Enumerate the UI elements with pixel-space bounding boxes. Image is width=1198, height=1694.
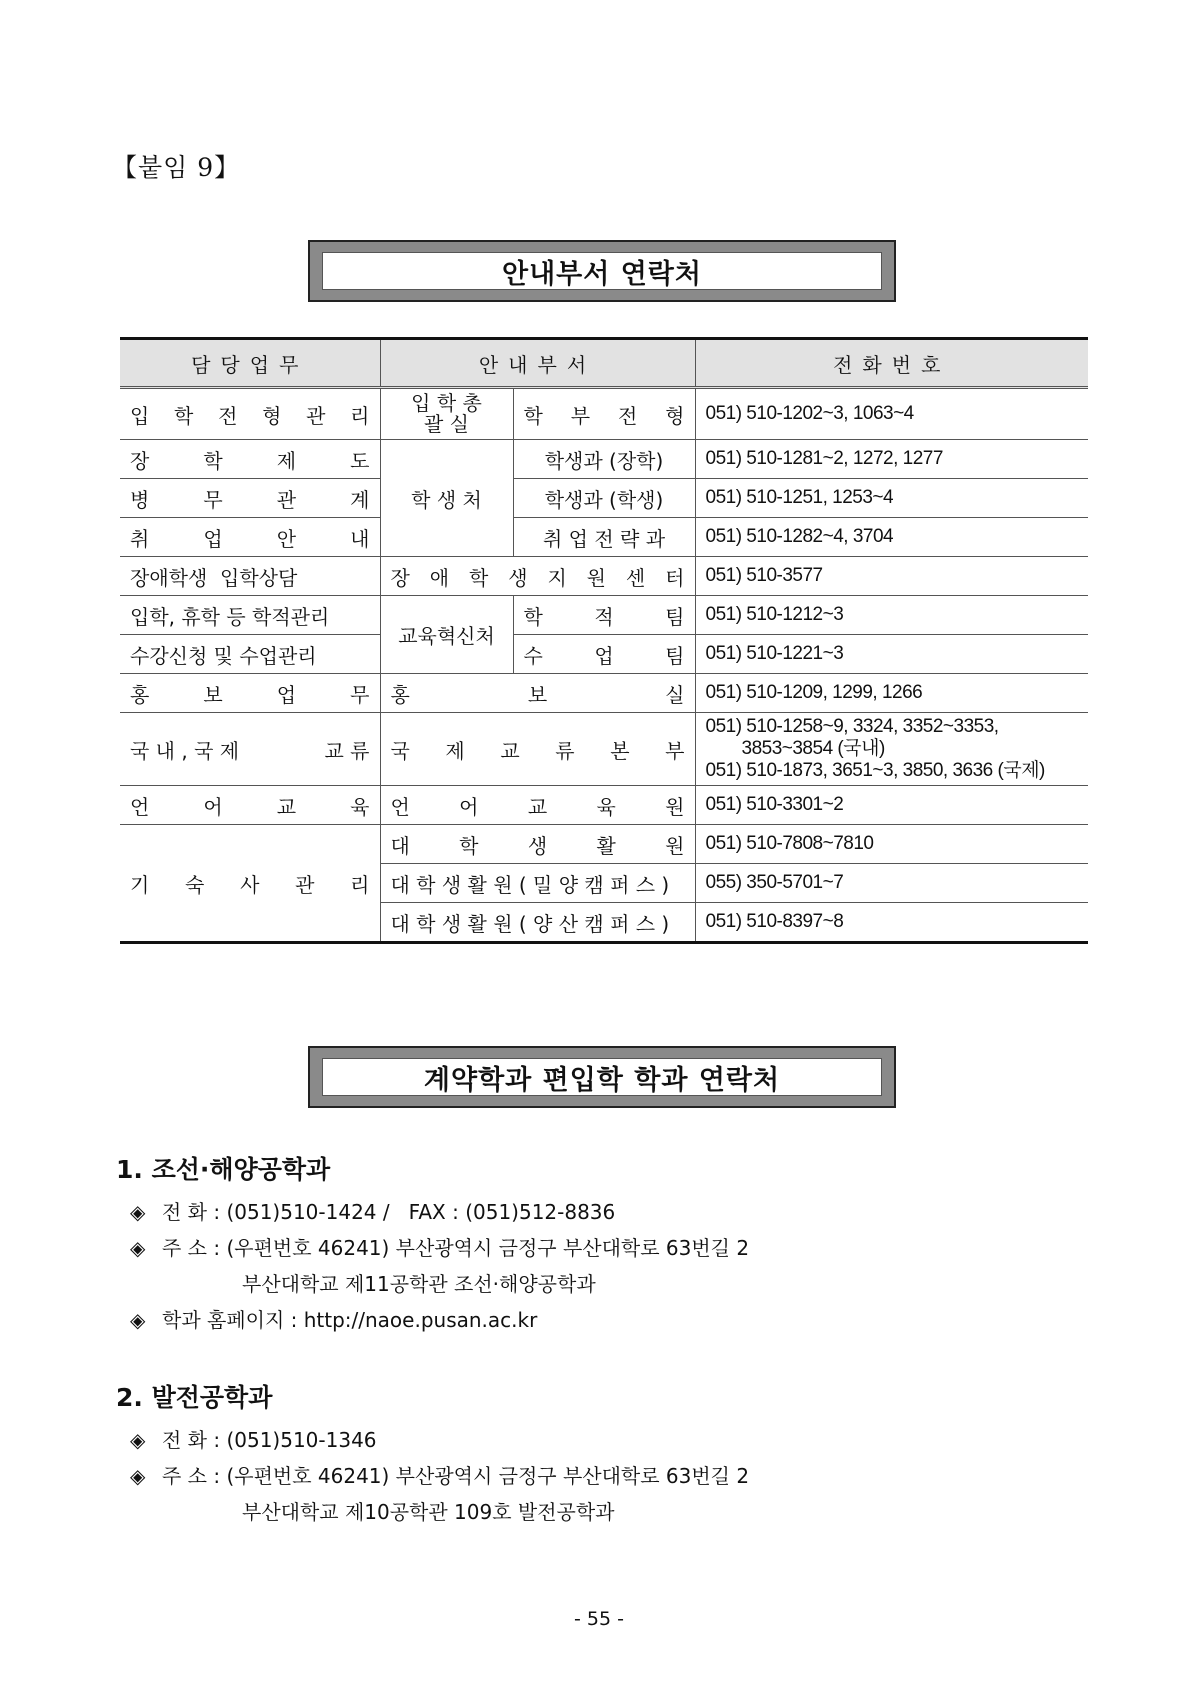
spread-char: 언: [390, 794, 410, 819]
dept-main-cell: 교육혁신처: [380, 596, 513, 674]
dept-main-cell: 학 생 처: [380, 440, 513, 557]
header-phone: 전화번호: [695, 339, 1088, 388]
spread-char: 본: [610, 738, 630, 763]
spread-char: 관: [306, 403, 326, 428]
phone-cell: 051) 510-3301~2: [695, 786, 1088, 825]
phone-line: 051) 510-1258~9, 3324, 3352~3353,: [705, 716, 999, 738]
dept-sub-cell: [513, 635, 695, 674]
spread-char: 학: [468, 565, 489, 590]
dept-cell: [380, 786, 695, 825]
duty-cell: [120, 786, 380, 825]
phone-line: 3853~3854 (국내): [741, 738, 885, 760]
spread-char: 학: [174, 403, 194, 428]
phone-cell: 051) 510-1282~4, 3704: [695, 518, 1088, 557]
table-row: [120, 440, 1088, 479]
spread-char: 생: [508, 565, 528, 590]
diamond-bullet-icon: ◈: [130, 1464, 146, 1488]
spread-char: 제: [445, 738, 465, 763]
spread-char: 육: [350, 794, 370, 819]
dept-cell: [380, 674, 695, 713]
spread-char: 원: [586, 565, 606, 590]
phone-cell: [695, 713, 1088, 786]
duty-cell: [120, 518, 380, 557]
duty-cell: 장애학생 입학상담: [120, 557, 380, 596]
diamond-bullet-icon: ◈: [130, 1308, 146, 1332]
spread-char: 업: [276, 682, 297, 707]
dept-cell: [380, 825, 695, 864]
dept-title: 1. 조선·해양공학과: [116, 1155, 331, 1184]
dept-title: 2. 발전공학과: [116, 1383, 273, 1412]
spread-char: 부: [570, 403, 591, 428]
dept-sub-cell: 학생과 (장학): [513, 440, 695, 479]
dept-contacts-title: 계약학과 편입학 학과 연락처: [322, 1058, 882, 1096]
spread-char: 류: [555, 738, 575, 763]
spread-char: 기: [130, 872, 150, 897]
dept-sub-cell: [513, 388, 695, 440]
table-row: [120, 674, 1088, 713]
dept-cell: [380, 557, 695, 596]
spread-char: 숙: [185, 872, 205, 897]
duty-cell: [120, 674, 380, 713]
spread-char: 안: [276, 526, 297, 551]
spread-char: 교: [527, 794, 548, 819]
spread-char: 지: [547, 565, 567, 590]
spread-char: 어: [203, 794, 223, 819]
spread-char: 교: [500, 738, 520, 763]
phone-cell: 051) 510-1251, 1253~4: [695, 479, 1088, 518]
dept-contacts-title-box: [308, 1046, 896, 1108]
spread-char: 업: [594, 643, 614, 668]
spread-char: 팀: [665, 604, 685, 629]
spread-char: 부: [665, 738, 685, 763]
spread-char: 병: [130, 487, 150, 512]
dept-sub-cell: 취 업 전 략 과: [513, 518, 695, 557]
spread-char: 생: [527, 833, 548, 858]
duty-cell: [120, 388, 380, 440]
dept-main-cell: 입 학 총 괄 실: [380, 388, 513, 440]
spread-char: 리: [350, 872, 370, 897]
spread-char: 국 내 , 국 제: [130, 738, 240, 763]
dept-sub-cell: [513, 596, 695, 635]
table-row: [120, 635, 1088, 674]
spread-char: 교: [276, 794, 297, 819]
spread-char: 언: [130, 794, 150, 819]
table-row: [120, 713, 1088, 786]
dept-sub-cell: 학생과 (학생): [513, 479, 695, 518]
phone-cell: 051) 510-8397~8: [695, 903, 1088, 943]
duty-cell: 입학, 휴학 등 학적관리: [120, 596, 380, 635]
attachment-label: 【붙임 9】: [112, 153, 241, 182]
spread-char: 활: [596, 833, 616, 858]
spread-char: 전: [617, 403, 638, 428]
address-line: ◈ 주 소 : (우편번호 46241) 부산광역시 금정구 부산대학로 63번길 2: [116, 1458, 749, 1494]
spread-char: 보: [527, 682, 548, 707]
spread-char: 장: [130, 448, 150, 473]
phone-cell: 051) 510-1281~2, 1272, 1277: [695, 440, 1088, 479]
spread-char: 터: [665, 565, 685, 590]
homepage-line: ◈ 학과 홈페이지 : http://naoe.pusan.ac.kr: [116, 1302, 749, 1338]
dept-cell: 대 학 생 활 원 ( 밀 양 캠 퍼 스 ): [380, 864, 695, 903]
spread-char: 무: [350, 682, 370, 707]
diamond-bullet-icon: ◈: [130, 1200, 146, 1224]
duty-cell: [120, 825, 380, 943]
spread-char: 보: [203, 682, 223, 707]
phone-cell: 051) 510-1221~3: [695, 635, 1088, 674]
contacts-title: 안내부서 연락처: [322, 252, 882, 290]
spread-char: 계: [350, 487, 370, 512]
spread-char: 센: [625, 565, 646, 590]
spread-char: 무: [203, 487, 223, 512]
contacts-table: [120, 337, 1088, 944]
spread-char: 장: [390, 565, 410, 590]
spread-char: 국: [390, 738, 410, 763]
phone-line: 051) 510-1873, 3651~3, 3850, 3636 (국제): [705, 759, 1045, 781]
spread-char: 어: [459, 794, 479, 819]
header-duty: 담당업무: [120, 339, 380, 388]
spread-char: 도: [350, 448, 370, 473]
duty-cell: [120, 440, 380, 479]
address-line: ◈ 주 소 : (우편번호 46241) 부산광역시 금정구 부산대학로 63번길 2: [116, 1230, 749, 1266]
spread-char: 내: [350, 526, 370, 551]
spread-char: 원: [665, 794, 685, 819]
spread-char: 형: [262, 403, 282, 428]
contacts-title-box: [308, 240, 896, 302]
phone-cell: 051) 510-1212~3: [695, 596, 1088, 635]
spread-char: 실: [665, 682, 685, 707]
spread-char: 학: [523, 604, 543, 629]
address-line-2: 부산대학교 제11공학관 조선·해양공학과: [242, 1272, 596, 1296]
table-row: [120, 388, 1088, 440]
spread-char: 업: [203, 526, 223, 551]
phone-line: ◈ 전 화 : (051)510-1424 / FAX : (051)512-8836: [116, 1194, 749, 1230]
table-row: [120, 557, 1088, 596]
spread-char: 수: [523, 643, 543, 668]
phone-line: ◈ 전 화 : (051)510-1346: [116, 1422, 749, 1458]
table-row: [120, 518, 1088, 557]
spread-char: 홍: [390, 682, 410, 707]
spread-char: 입: [130, 403, 150, 428]
spread-char: 학: [459, 833, 479, 858]
address-line-2: 부산대학교 제10공학관 109호 발전공학과: [242, 1500, 615, 1524]
spread-char: 교 류: [324, 738, 370, 763]
spread-char: 적: [594, 604, 614, 629]
spread-char: 팀: [665, 643, 685, 668]
spread-char: 애: [429, 565, 450, 590]
phone-cell: 051) 510-1209, 1299, 1266: [695, 674, 1088, 713]
duty-cell: [120, 479, 380, 518]
spread-char: 제: [276, 448, 297, 473]
diamond-bullet-icon: ◈: [130, 1428, 146, 1452]
table-row: [120, 786, 1088, 825]
phone-cell: 051) 510-7808~7810: [695, 825, 1088, 864]
spread-char: 취: [130, 526, 150, 551]
phone-cell: 051) 510-1202~3, 1063~4: [695, 388, 1088, 440]
dept-cell: 대 학 생 활 원 ( 양 산 캠 퍼 스 ): [380, 903, 695, 943]
spread-char: 리: [350, 403, 370, 428]
table-row: [120, 596, 1088, 635]
dept-section-naoe: [116, 1150, 749, 1338]
spread-char: 육: [596, 794, 616, 819]
page-number: - 55 -: [574, 1608, 624, 1630]
spread-char: 원: [665, 833, 685, 858]
diamond-bullet-icon: ◈: [130, 1236, 146, 1260]
spread-char: 전: [218, 403, 238, 428]
spread-char: 홍: [130, 682, 150, 707]
duty-cell: [120, 713, 380, 786]
table-row: [120, 479, 1088, 518]
dept-cell: [380, 713, 695, 786]
spread-char: 학: [203, 448, 223, 473]
spread-char: 대: [390, 833, 410, 858]
header-dept: 안내부서: [380, 339, 695, 388]
phone-cell: 055) 350-5701~7: [695, 864, 1088, 903]
spread-char: 형: [665, 403, 685, 428]
spread-char: 관: [295, 872, 315, 897]
table-row: [120, 825, 1088, 864]
duty-cell: 수강신청 및 수업관리: [120, 635, 380, 674]
spread-char: 사: [240, 872, 260, 897]
spread-char: 관: [276, 487, 297, 512]
phone-cell: 051) 510-3577: [695, 557, 1088, 596]
dept-section-power: [116, 1378, 749, 1530]
table-header-row: [120, 339, 1088, 388]
spread-char: 학: [523, 403, 543, 428]
